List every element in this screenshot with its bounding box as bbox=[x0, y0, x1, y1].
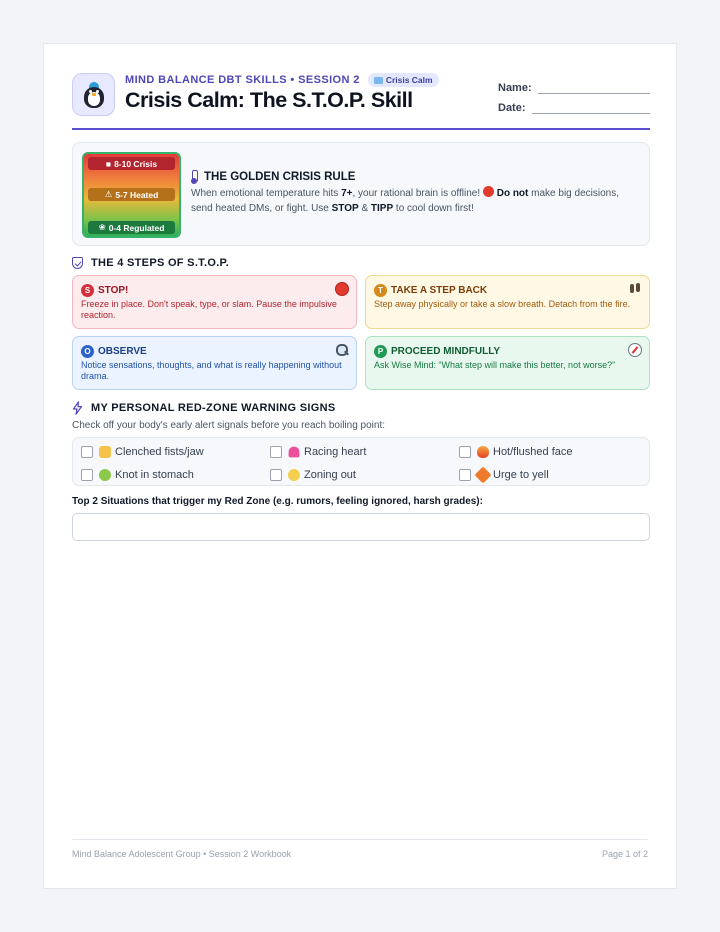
name-label: Name: bbox=[498, 82, 532, 94]
header-divider bbox=[72, 128, 650, 130]
warning-sign-label: Zoning out bbox=[304, 469, 356, 481]
situations-label: Top 2 Situations that trigger my Red Zone (e.g. rumors, feeling ignored, harsh grades): bbox=[72, 496, 483, 507]
golden-rule-title: THE GOLDEN CRISIS RULE bbox=[204, 170, 356, 183]
golden-rule-body bbox=[191, 170, 635, 216]
warning-sign-label: Racing heart bbox=[304, 446, 367, 458]
zone-crisis-label: 8-10 Crisis bbox=[114, 158, 158, 169]
checkbox[interactable] bbox=[81, 446, 93, 458]
checkbox[interactable] bbox=[459, 446, 471, 458]
date-field bbox=[498, 97, 650, 114]
golden-rule-panel bbox=[72, 142, 650, 246]
page-title: Crisis Calm: The S.T.O.P. Skill bbox=[125, 88, 413, 112]
header bbox=[72, 72, 650, 128]
footer-left: Mind Balance Adolescent Group • Session 2 Workbook bbox=[72, 849, 292, 859]
emotion-thermometer bbox=[82, 152, 181, 238]
lightning-icon bbox=[72, 401, 83, 415]
compass-icon bbox=[628, 343, 642, 357]
warning-signs-checklist bbox=[72, 437, 650, 486]
dotted-face-icon bbox=[288, 469, 300, 481]
topic-pill bbox=[368, 73, 439, 87]
page-number: Page 1 of 2 bbox=[601, 849, 648, 859]
shield-icon bbox=[72, 257, 83, 269]
step-description: Ask Wise Mind: “What step will make this better, not worse?” bbox=[374, 360, 616, 370]
step-letter-badge: O bbox=[81, 345, 94, 358]
collision-icon bbox=[475, 467, 492, 484]
stop-sign-icon bbox=[335, 282, 349, 296]
zone-regulated bbox=[88, 221, 175, 234]
warning-sign-item[interactable] bbox=[81, 445, 270, 459]
checkbox[interactable] bbox=[81, 469, 93, 481]
warning-sign-item[interactable] bbox=[81, 468, 270, 482]
name-input-line[interactable] bbox=[538, 82, 650, 94]
zone-heated bbox=[88, 188, 175, 201]
steps-section-heading bbox=[72, 257, 650, 269]
golden-rule-heading bbox=[191, 170, 635, 183]
logo bbox=[72, 73, 115, 116]
footer bbox=[72, 839, 648, 859]
step-title: STOP! bbox=[98, 285, 129, 296]
step-letter-badge: P bbox=[374, 345, 387, 358]
warning-section-title: MY PERSONAL RED-ZONE WARNING SIGNS bbox=[91, 402, 336, 414]
topic-pill-label: Crisis Calm bbox=[385, 75, 433, 85]
heart-icon bbox=[289, 447, 300, 458]
worksheet-page bbox=[43, 43, 677, 889]
penguin-icon bbox=[83, 82, 105, 108]
warning-section-heading bbox=[72, 401, 650, 415]
checkbox[interactable] bbox=[459, 469, 471, 481]
nauseated-face-icon bbox=[99, 469, 111, 481]
fire-icon bbox=[477, 446, 489, 458]
red-circle-icon bbox=[483, 186, 494, 197]
golden-rule-text: When emotional temperature hits 7+, your rational brain is offline! Do not make big decisions, send heated DMs, or fight. Use STOP & TIPP to cool down first! bbox=[191, 188, 619, 214]
step-card-observe bbox=[72, 336, 357, 390]
checkbox[interactable] bbox=[270, 446, 282, 458]
step-description: Notice sensations, thoughts, and what is really happening without drama. bbox=[81, 360, 342, 381]
warning-sign-label: Urge to yell bbox=[493, 469, 549, 481]
worksheet-content bbox=[72, 72, 650, 541]
warning-subtitle: Check off your body's early alert signals before you reach boiling point: bbox=[72, 420, 386, 431]
step-title: PROCEED MINDFULLY bbox=[391, 346, 501, 357]
date-input-line[interactable] bbox=[532, 102, 650, 114]
warning-sign-label: Clenched fists/jaw bbox=[115, 446, 204, 458]
warning-sign-item[interactable] bbox=[270, 468, 459, 482]
step-letter-badge: T bbox=[374, 284, 387, 297]
zone-crisis bbox=[88, 157, 175, 170]
step-letter-badge: S bbox=[81, 284, 94, 297]
fist-icon bbox=[99, 446, 111, 458]
alarm-icon: ■ bbox=[105, 158, 112, 169]
step-title: TAKE A STEP BACK bbox=[391, 285, 488, 296]
chart-icon bbox=[374, 77, 383, 84]
thermometer-icon bbox=[191, 170, 197, 183]
warning-sign-item[interactable] bbox=[459, 445, 639, 459]
kicker-row bbox=[125, 72, 439, 88]
stop-steps-grid bbox=[72, 275, 650, 390]
magnifier-icon bbox=[335, 343, 349, 357]
date-label: Date: bbox=[498, 102, 526, 114]
warning-sign-item[interactable] bbox=[270, 445, 459, 459]
sprout-icon: ❀ bbox=[98, 222, 106, 232]
step-description: Freeze in place. Don't speak, type, or slam. Pause the impulsive reaction. bbox=[81, 299, 337, 320]
step-description: Step away physically or take a slow breath. Detach from the fire. bbox=[374, 299, 631, 309]
name-date-fields bbox=[498, 77, 650, 117]
footprints-icon bbox=[628, 282, 642, 296]
step-card-proceed-mindfully bbox=[365, 336, 650, 390]
situations-input-box[interactable] bbox=[72, 513, 650, 541]
warning-sign-item[interactable] bbox=[459, 468, 639, 482]
zone-regulated-label: 0-4 Regulated bbox=[108, 222, 165, 233]
step-card-stop bbox=[72, 275, 357, 329]
warning-sign-label: Knot in stomach bbox=[115, 469, 194, 481]
step-title: OBSERVE bbox=[98, 346, 147, 357]
warning-icon: ⚠ bbox=[104, 189, 113, 199]
zone-heated-label: 5-7 Heated bbox=[115, 189, 159, 200]
name-field bbox=[498, 77, 650, 94]
steps-section-title: THE 4 STEPS OF S.T.O.P. bbox=[91, 257, 230, 269]
step-card-take-step-back bbox=[365, 275, 650, 329]
checkbox[interactable] bbox=[270, 469, 282, 481]
warning-sign-label: Hot/flushed face bbox=[493, 446, 573, 458]
session-kicker: MIND BALANCE DBT SKILLS • SESSION 2 bbox=[125, 74, 360, 86]
